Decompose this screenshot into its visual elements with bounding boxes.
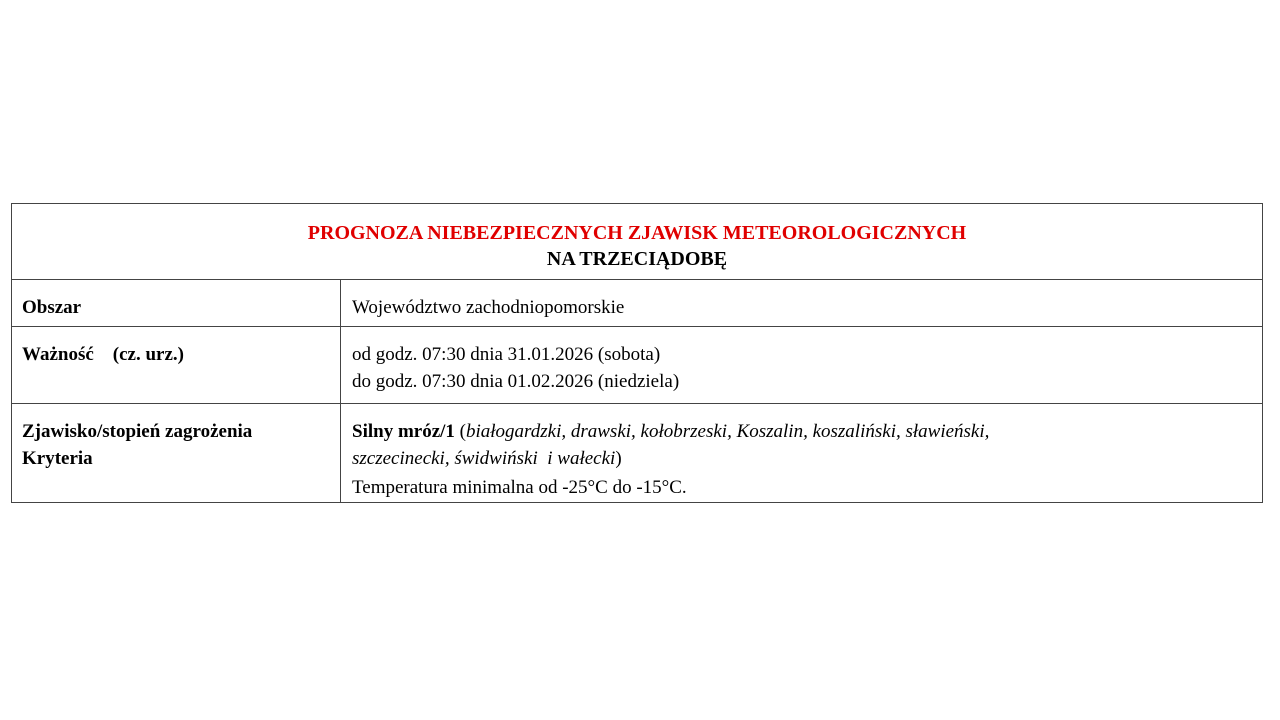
table-row-validity xyxy=(12,327,1262,404)
area-label: Obszar xyxy=(22,297,82,318)
validity-from: od godz. 07:30 dnia 31.01.2026 (sobota) xyxy=(352,344,661,365)
criteria-label: Kryteria xyxy=(22,448,93,469)
validity-label: Ważność (cz. urz.) xyxy=(22,344,184,365)
table-header xyxy=(12,204,1262,280)
criteria-value: Temperatura minimalna od -25°C do -15°C. xyxy=(352,477,687,498)
close-paren: ) xyxy=(615,448,622,469)
open-paren: ( xyxy=(454,421,466,442)
warning-table xyxy=(11,203,1263,503)
validity-to: do godz. 07:30 dnia 01.02.2026 (niedziela) xyxy=(352,371,680,392)
phenomenon-name: Silny mróz/1 xyxy=(352,421,455,442)
phenomenon-line-2 xyxy=(352,445,622,472)
districts-line-2: szczecinecki, świdwiński i wałecki xyxy=(352,448,616,469)
title-line-1: PROGNOZA NIEBEZPIECZNYCH ZJAWISK METEOROLOGICZNYCH xyxy=(307,222,967,244)
area-value: Województwo zachodniopomorskie xyxy=(352,297,625,318)
table-row-phenomenon xyxy=(12,404,1262,504)
phenomenon-label: Zjawisko/stopień zagrożenia xyxy=(22,421,253,442)
table-row-area xyxy=(12,280,1262,327)
title-line-2: NA TRZECIĄDOBĘ xyxy=(546,248,728,270)
phenomenon-line-1 xyxy=(352,418,989,445)
districts-line-1: białogardzki, drawski, kołobrzeski, Koszalin, koszaliński, sławieński, xyxy=(466,421,990,442)
